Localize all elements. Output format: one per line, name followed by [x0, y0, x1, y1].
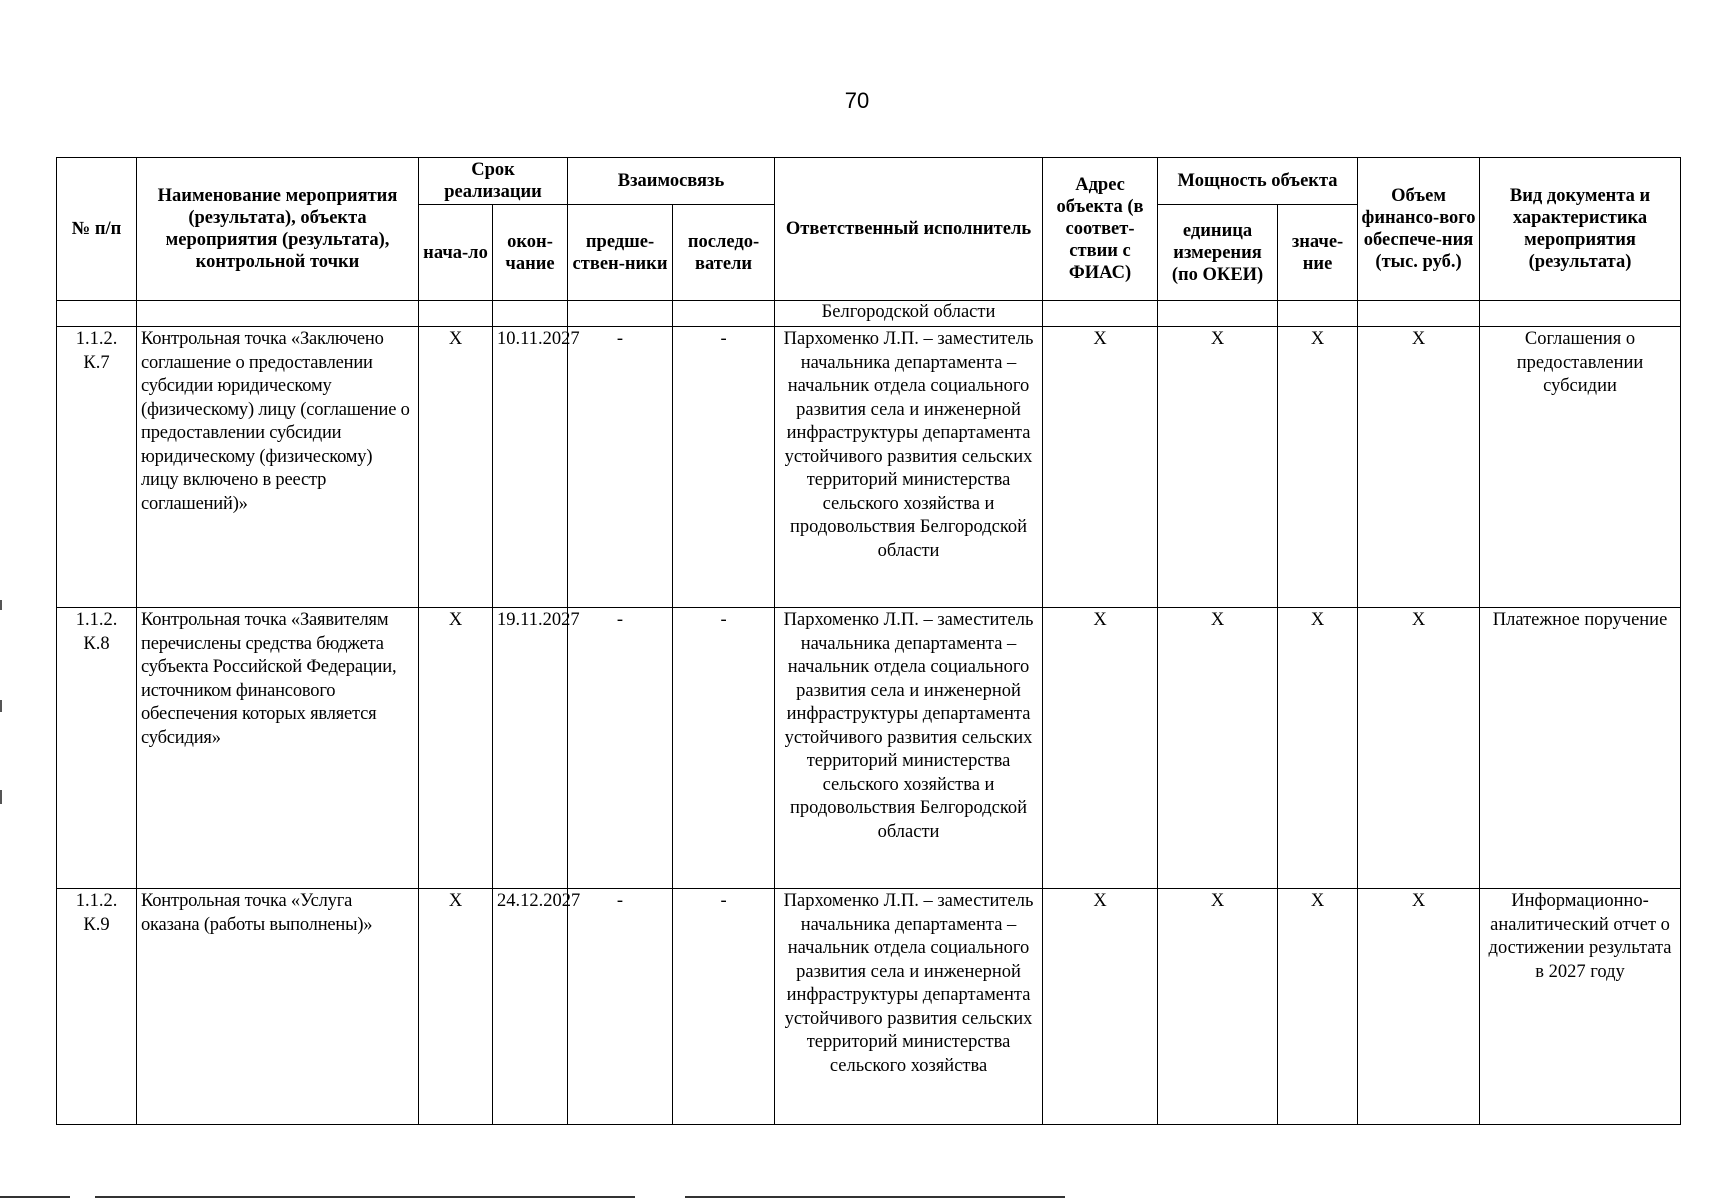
header-address: Адрес объекта (в соответ-ствии с ФИАС) — [1043, 158, 1158, 301]
row-end: 19.11.2027 — [493, 608, 568, 889]
row-succ: - — [673, 889, 775, 1125]
scan-margin-mark — [0, 790, 2, 804]
row-num: 1.1.2. К.8 — [57, 608, 137, 889]
continuation-row — [57, 301, 1681, 327]
row-address: X — [1043, 327, 1158, 608]
table-header — [57, 158, 1681, 301]
row-unit: X — [1158, 889, 1278, 1125]
header-capacity-value: значе-ние — [1278, 205, 1358, 301]
header-doc: Вид документа и характеристика мероприятия (результата) — [1480, 158, 1681, 301]
row-end: 24.12.2027 — [493, 889, 568, 1125]
table-row — [57, 608, 1681, 889]
footer-rule — [0, 1196, 70, 1198]
row-finance: X — [1358, 608, 1480, 889]
header-link-succ: последо-ватели — [673, 205, 775, 301]
row-start: X — [419, 889, 493, 1125]
row-name: Контрольная точка «Услуга оказана (работы выполнены)» — [137, 889, 419, 1125]
row-name: Контрольная точка «Заявителям перечислены средства бюджета субъекта Российской Федерации, источником финансового обеспечения которых является субсидия» — [137, 608, 419, 889]
row-num: 1.1.2. К.9 — [57, 889, 137, 1125]
row-value: X — [1278, 608, 1358, 889]
scan-margin-mark — [0, 600, 2, 610]
header-finance: Объем финансо-вого обеспече-ния (тыс. руб.) — [1358, 158, 1480, 301]
header-term: Срок реализации — [419, 158, 568, 205]
header-num: № п/п — [57, 158, 137, 301]
header-responsible: Ответственный исполнитель — [775, 158, 1043, 301]
row-unit: X — [1158, 327, 1278, 608]
footer-rule — [95, 1196, 635, 1198]
row-end: 10.11.2027 — [493, 327, 568, 608]
header-term-start: нача-ло — [419, 205, 493, 301]
row-responsible: Пархоменко Л.П. – заместитель начальника департамента – начальник отдела социального развития села и инженерной инфраструктуры департамента устойчивого развития сельских территорий министерства сельского хозяйства — [775, 889, 1043, 1125]
row-address: X — [1043, 889, 1158, 1125]
row-pred: - — [568, 889, 673, 1125]
header-term-end: окон-чание — [493, 205, 568, 301]
row-doc: Платежное поручение — [1480, 608, 1681, 889]
header-link: Взаимосвязь — [568, 158, 775, 205]
row-num: 1.1.2. К.7 — [57, 327, 137, 608]
header-name: Наименование мероприятия (результата), объекта мероприятия (результата), контрольной точки — [137, 158, 419, 301]
footer-rule — [685, 1196, 1065, 1198]
row-start: X — [419, 608, 493, 889]
row-start: X — [419, 327, 493, 608]
header-capacity-unit: единица измерения (по ОКЕИ) — [1158, 205, 1278, 301]
row-doc: Информационно-аналитический отчет о достижении результата в 2027 году — [1480, 889, 1681, 1125]
row-pred: - — [568, 327, 673, 608]
row-unit: X — [1158, 608, 1278, 889]
header-capacity: Мощность объекта — [1158, 158, 1358, 205]
header-link-pred: предше-ствен-ники — [568, 205, 673, 301]
scan-margin-mark — [0, 700, 2, 712]
row-name: Контрольная точка «Заключено соглашение о предоставлении субсидии юридическому (физическому) лицу (соглашение о предоставлении субсидии юридическому (физическому) лицу включено в реестр соглашений)» — [137, 327, 419, 608]
table-row — [57, 889, 1681, 1125]
row-value: X — [1278, 889, 1358, 1125]
row-pred: - — [568, 608, 673, 889]
row-finance: X — [1358, 327, 1480, 608]
row-responsible: Пархоменко Л.П. – заместитель начальника департамента – начальник отдела социального развития села и инженерной инфраструктуры департамента устойчивого развития сельских территорий министерства сельского хозяйства и продовольствия Белгородской области — [775, 327, 1043, 608]
row-succ: - — [673, 327, 775, 608]
row-address: X — [1043, 608, 1158, 889]
row-doc: Соглашения о предоставлении субсидии — [1480, 327, 1681, 608]
activities-table — [56, 157, 1681, 1125]
page-number: 70 — [844, 88, 870, 113]
continuation-text: Белгородской области — [775, 301, 1043, 327]
row-finance: X — [1358, 889, 1480, 1125]
row-succ: - — [673, 608, 775, 889]
row-value: X — [1278, 327, 1358, 608]
table-row — [57, 327, 1681, 608]
row-responsible: Пархоменко Л.П. – заместитель начальника департамента – начальник отдела социального развития села и инженерной инфраструктуры департамента устойчивого развития сельских территорий министерства сельского хозяйства и продовольствия Белгородской области — [775, 608, 1043, 889]
